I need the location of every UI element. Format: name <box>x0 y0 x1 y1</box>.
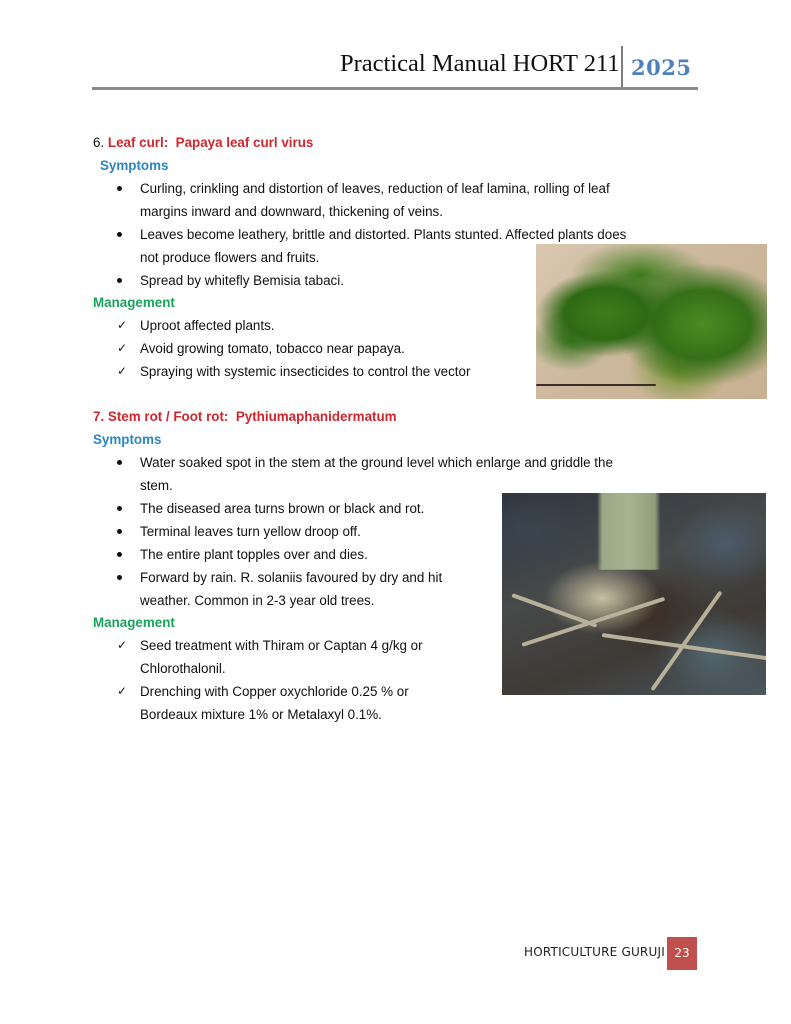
header-divider <box>621 46 623 88</box>
section-6-management-heading: Management <box>93 295 175 310</box>
section-6-disease-name: Leaf curl: <box>107 135 169 150</box>
section-7-management-1 <box>140 634 491 680</box>
section-6-symptoms-heading: Symptoms <box>100 158 169 173</box>
bullet-icon <box>117 232 122 237</box>
symptom-line: Curling, crinkling and distortion of leaves, reduction of leaf lamina, rolling of leaf <box>140 181 610 196</box>
papaya-leaf-curl-photo <box>536 244 767 399</box>
section-6-heading <box>93 131 313 154</box>
checkmark-icon: ✓ <box>117 364 128 378</box>
section-6-management-1: Uproot affected plants. <box>140 318 275 333</box>
stem-rot-photo <box>502 493 766 695</box>
checkmark-icon: ✓ <box>117 341 128 355</box>
management-line: Bordeaux mixture 1% or Metalaxyl 0.1%. <box>140 707 382 722</box>
section-6-number: 6. <box>93 135 105 150</box>
section-7-management-heading: Management <box>93 615 175 630</box>
symptom-line: not produce flowers and fruits. <box>140 250 320 265</box>
section-6-symptom-1 <box>140 177 698 223</box>
bullet-icon <box>117 575 122 580</box>
symptom-line: margins inward and downward, thickening of veins. <box>140 204 443 219</box>
management-line: Drenching with Copper oxychloride 0.25 % or <box>140 684 409 699</box>
header-rule <box>92 87 698 90</box>
photo-detail <box>536 384 656 386</box>
management-line: Chlorothalonil. <box>140 661 226 676</box>
symptom-line: Water soaked spot in the stem at the ground level which enlarge and griddle the <box>140 455 613 470</box>
management-line: Seed treatment with Thiram or Captan 4 g/kg or <box>140 638 423 653</box>
bullet-icon <box>117 552 122 557</box>
page-header-title: Practical Manual HORT 211 <box>340 50 620 77</box>
page-header-year: 2025 <box>631 55 692 80</box>
section-7-symptom-1 <box>140 451 698 497</box>
section-7-pathogen: Pythiumaphanidermatum <box>235 409 397 424</box>
section-7-symptom-3: Terminal leaves turn yellow droop off. <box>140 524 361 539</box>
bullet-icon <box>117 460 122 465</box>
checkmark-icon: ✓ <box>117 318 128 332</box>
symptom-line: stem. <box>140 478 173 493</box>
footer-label: HORTICULTURE GURUJI <box>524 945 665 959</box>
page-number-badge: 23 <box>667 937 697 970</box>
section-7-symptom-5 <box>140 566 491 612</box>
section-7-heading <box>93 405 397 428</box>
checkmark-icon: ✓ <box>117 638 128 652</box>
symptom-line: weather. Common in 2-3 year old trees. <box>140 593 375 608</box>
section-7-title: 7. Stem rot / Foot rot: <box>93 409 229 424</box>
section-6-symptom-3: Spread by whitefly Bemisia tabaci. <box>140 273 344 288</box>
section-7-symptom-2: The diseased area turns brown or black and rot. <box>140 501 425 516</box>
bullet-icon <box>117 278 122 283</box>
bullet-icon <box>117 186 122 191</box>
symptom-line: Leaves become leathery, brittle and distorted. Plants stunted. Affected plants does <box>140 227 627 242</box>
section-7-management-2 <box>140 680 491 726</box>
section-7-symptoms-heading: Symptoms <box>93 432 162 447</box>
symptom-line: Forward by rain. R. solaniis favoured by dry and hit <box>140 570 443 585</box>
section-6-pathogen: Papaya leaf curl virus <box>175 135 314 150</box>
bullet-icon <box>117 506 122 511</box>
section-7-symptom-4: The entire plant topples over and dies. <box>140 547 368 562</box>
bullet-icon <box>117 529 122 534</box>
section-6-management-2: Avoid growing tomato, tobacco near papaya. <box>140 341 405 356</box>
photo-detail <box>511 593 597 628</box>
checkmark-icon: ✓ <box>117 684 128 698</box>
section-6-management-3: Spraying with systemic insecticides to control the vector <box>140 364 471 379</box>
